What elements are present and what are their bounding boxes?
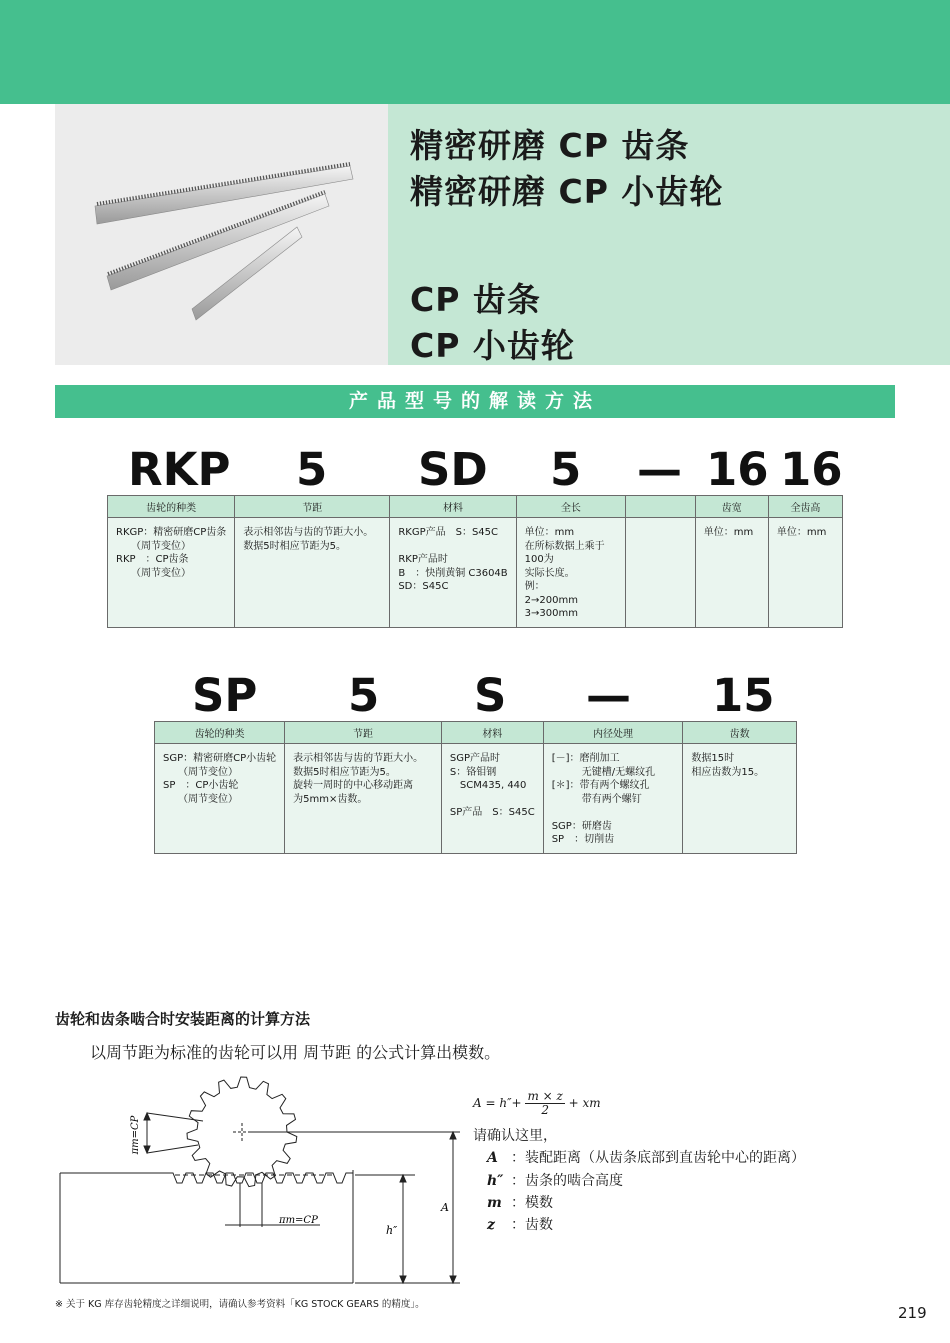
section-title: 产品型号的解读方法 (55, 385, 895, 418)
pinion-cell-teeth: 数据15时 相应齿数为15。 (683, 744, 797, 854)
hero-title-1: 精密研磨 CP 齿条 (410, 126, 690, 165)
rack-code-type: RKP (128, 443, 231, 496)
rack-code-width: 16 (706, 443, 769, 496)
formula-numerator: m × z (527, 1089, 563, 1103)
rack-code-height: 16 (780, 443, 843, 496)
def-m: m ：模数 (487, 1195, 553, 1211)
calc-description: 以周节距为标准的齿轮可以用 周节距 的公式计算出模数。 (90, 1043, 501, 1062)
rack-cell-blank (626, 518, 696, 628)
hero-title-2: 精密研磨 CP 小齿轮 (410, 172, 724, 211)
product-photo (55, 104, 388, 365)
rack-cell-width: 单位：mm (695, 518, 768, 628)
rack-cell-height: 单位：mm (768, 518, 842, 628)
rack-code-length: 5 (550, 443, 582, 496)
pinion-cell-pitch: 表示相邻齿与齿的节距大小。 数据5时相应节距为5。 旋转一周时的中心移动距离 为5mm×齿数。 (285, 744, 442, 854)
calc-title: 齿轮和齿条啮合时安装距离的计算方法 (55, 1010, 311, 1028)
page-number: 219 (898, 1304, 927, 1322)
confirm-text: 请确认这里， (473, 1128, 557, 1144)
rack-header-pitch: 节距 (235, 496, 390, 518)
pinion-code-teeth: 15 (712, 669, 775, 722)
gear-rack-diagram (55, 1075, 465, 1290)
formula-left: A = h″+ (473, 1096, 522, 1110)
formula-right: + xm (568, 1096, 601, 1110)
pinion-code-pitch: 5 (348, 669, 380, 722)
rack-spec-table (107, 495, 843, 628)
formula-denominator: 2 (541, 1103, 549, 1117)
h-label: h″ (386, 1224, 398, 1237)
rack-cell-pitch: 表示相邻齿与齿的节距大小。 数据5时相应节距为5。 (235, 518, 390, 628)
rack-header-blank (626, 496, 696, 518)
pinion-code-dash: — (586, 669, 631, 722)
rack-header-length: 全长 (516, 496, 625, 518)
rack-cell-material: RKGP产品 S：S45C RKP产品时 B ：快削黄铜 C3604B SD：S45C (390, 518, 516, 628)
pitch-label-vertical: πm=CP (130, 1115, 141, 1155)
table-row (155, 744, 797, 854)
rack-code-material: SD (418, 443, 488, 496)
pinion-spec-table (154, 721, 797, 854)
rack-code-dash: — (637, 443, 682, 496)
rack-cell-length: 单位：mm 在所标数据上乘于 100为 实际长度。 例： 2→200mm 3→300mm (516, 518, 625, 628)
hero-title-4: CP 小齿轮 (410, 326, 575, 365)
table-header-row (155, 722, 797, 744)
def-h: h″ ：齿条的啮合高度 (487, 1173, 623, 1189)
def-z: z ：齿数 (487, 1217, 553, 1233)
footnote: ※ 关于 KG 库存齿轮精度之详细说明，请确认参考资料「KG STOCK GEARS 的精度」。 (55, 1299, 425, 1310)
rack-header-height: 全齿高 (768, 496, 842, 518)
rack-header-material: 材料 (390, 496, 516, 518)
formula (473, 1090, 601, 1117)
pinion-cell-material: SGP产品时 S：铬钼钢 SCM435, 440 SP产品 S：S45C (441, 744, 543, 854)
pinion-header-material: 材料 (441, 722, 543, 744)
A-label: A (441, 1201, 449, 1214)
def-A: A ：装配距离（从齿条底部到直齿轮中心的距离） (487, 1150, 805, 1166)
pinion-cell-type: SGP：精密研磨CP小齿轮 （周节变位） SP ：CP小齿轮 （周节变位） (155, 744, 285, 854)
pinion-header-pitch: 节距 (285, 722, 442, 744)
pinion-header-type: 齿轮的种类 (155, 722, 285, 744)
rack-code-pitch: 5 (296, 443, 328, 496)
table-row (108, 518, 843, 628)
pinion-header-teeth: 齿数 (683, 722, 797, 744)
table-header-row (108, 496, 843, 518)
pinion-cell-bore: [－]：磨削加工 无键槽/无螺纹孔 [＊]：带有两个螺纹孔 带有两个螺钉 SGP：研磨齿 SP ：切削齿 (543, 744, 683, 854)
hero-title-3: CP 齿条 (410, 280, 541, 319)
rack-header-type: 齿轮的种类 (108, 496, 235, 518)
pinion-code-type: SP (192, 669, 258, 722)
pinion-code-material: S (474, 669, 507, 722)
rack-header-width: 齿宽 (695, 496, 768, 518)
formula-fraction (525, 1090, 564, 1117)
pitch-label-horizontal: πm=CP (279, 1215, 318, 1226)
rack-cell-type: RKGP：精密研磨CP齿条 （周节变位） RKP ：CP齿条 （周节变位） (108, 518, 235, 628)
header-band (0, 0, 950, 104)
pinion-header-bore: 内径处理 (543, 722, 683, 744)
